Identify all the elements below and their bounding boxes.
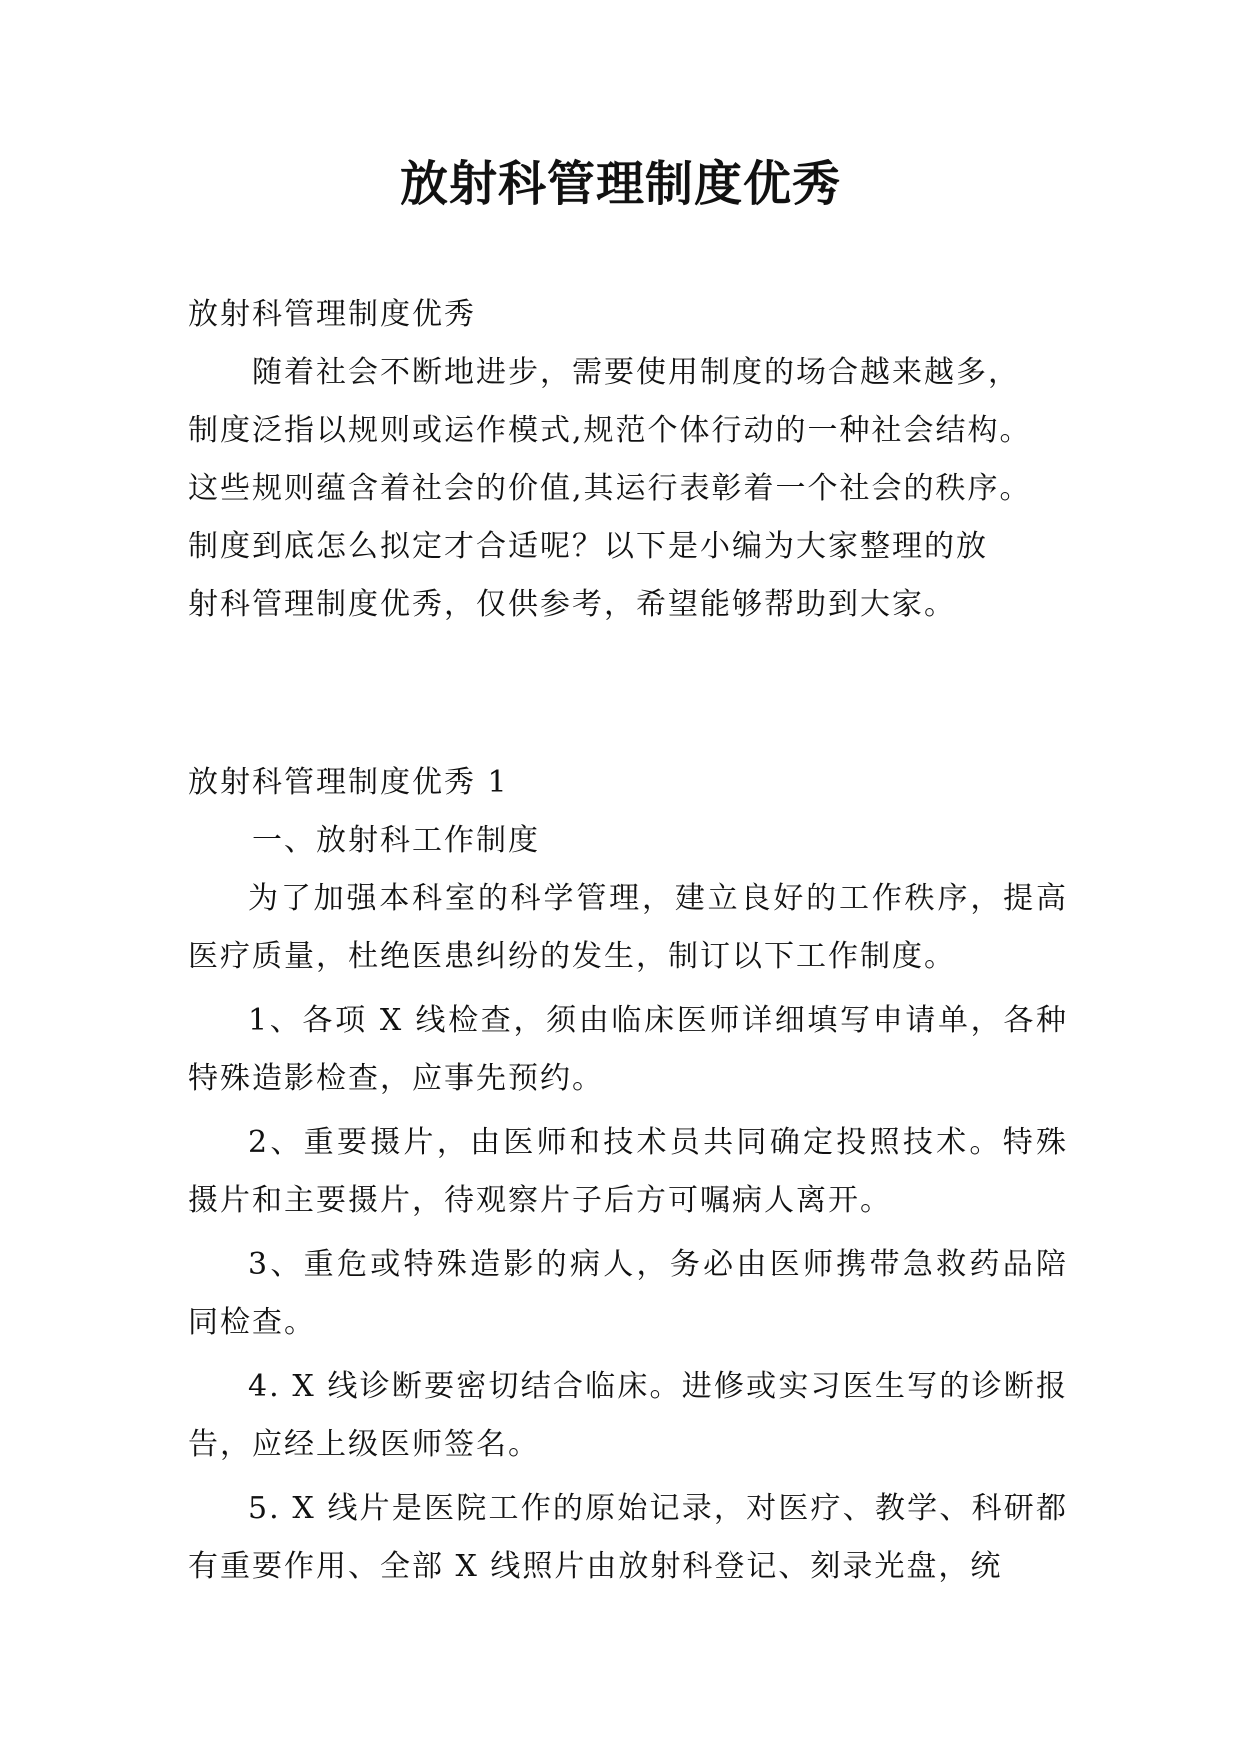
paragraph: 4. X 线诊断要密切结合临床。进修或实习医生写的诊断报告，应经上级医师签名。: [188, 1369, 1068, 1462]
intro-line-3: 这些规则蕴含着社会的价值,其运行表彰着一个社会的秩序。: [188, 471, 1032, 506]
paragraph: 2、重要摄片，由医师和技术员共同确定投照技术。特殊摄片和主要摄片，待观察片子后方可嘱病人离开。: [188, 1125, 1068, 1218]
section-spacer: [188, 634, 1068, 754]
document-title: 放射科管理制度优秀: [399, 156, 841, 212]
intro-line-4: 制度到底怎么拟定才合适呢？以下是小编为大家整理的放: [188, 529, 988, 564]
intro-paragraph: [188, 344, 1068, 634]
intro-line-2: 制度泛指以规则或运作模式,规范个体行动的一种社会结构。: [188, 413, 1032, 448]
section-subheading: 一、放射科工作制度: [252, 823, 540, 858]
paragraph: 1、各项 X 线检查，须由临床医师详细填写申请单，各种特殊造影检查，应事先预约。: [188, 1003, 1068, 1096]
intro-heading: 放射科管理制度优秀: [188, 297, 476, 332]
paragraph: 为了加强本科室的科学管理，建立良好的工作秩序，提高医疗质量，杜绝医患纠纷的发生，制订以下工作制度。: [188, 881, 1068, 974]
intro-line-1: 随着社会不断地进步，需要使用制度的场合越来越多，: [252, 355, 1020, 390]
section-heading: 放射科管理制度优秀 1: [188, 765, 509, 800]
paragraph: 5. X 线片是医院工作的原始记录，对医疗、教学、科研都有重要作用、全部 X 线照片由放射科登记、刻录光盘，统: [188, 1491, 1068, 1584]
intro-line-5: 射科管理制度优秀，仅供参考，希望能够帮助到大家。: [188, 587, 956, 622]
document-body: [188, 286, 1068, 1596]
paragraph: 3、重危或特殊造影的病人，务必由医师携带急救药品陪同检查。: [188, 1247, 1068, 1340]
